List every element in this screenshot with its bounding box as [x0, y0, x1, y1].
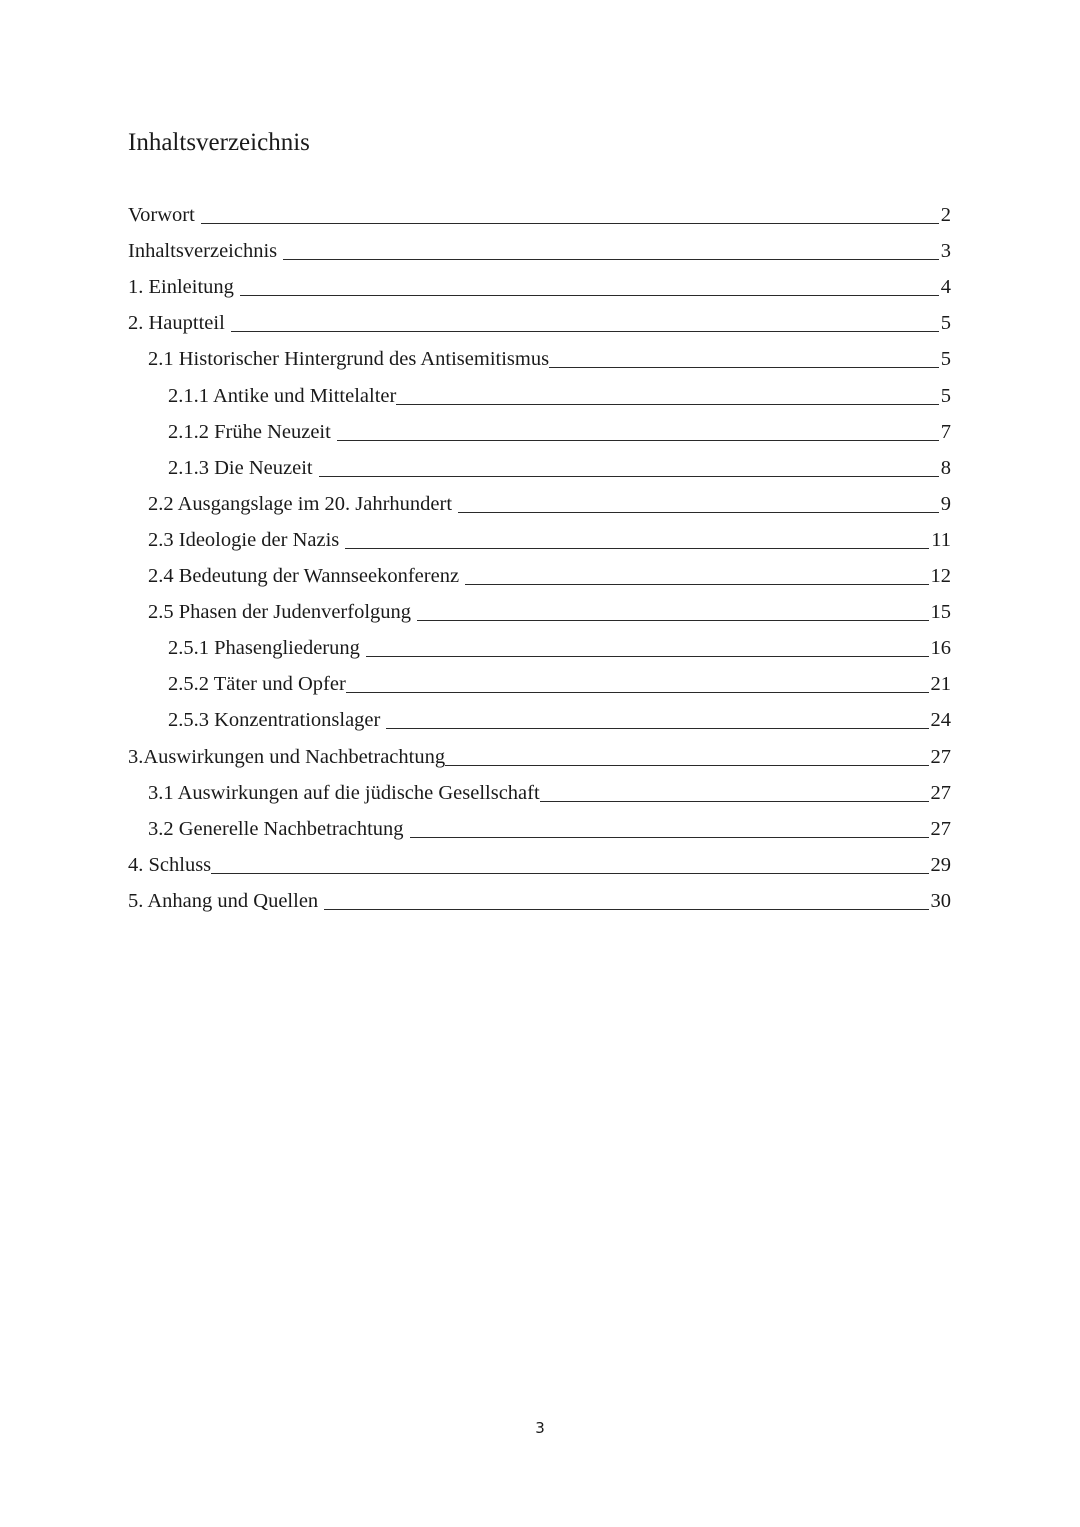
toc-entry-title: 2.2 Ausgangslage im 20. Jahrhundert [148, 492, 453, 515]
toc-entry-page: 21 [930, 673, 951, 696]
toc-entry [128, 589, 951, 625]
toc-leader-line [201, 223, 939, 224]
toc-entry-page: 3 [940, 240, 951, 263]
toc-entry-page: 27 [930, 745, 951, 768]
toc-leader-line [386, 728, 928, 729]
toc-entry-page: 5 [940, 384, 951, 407]
toc-entry-title: 3.1 Auswirkungen auf die jüdische Gesellschaft [148, 781, 540, 804]
toc-leader-line [417, 620, 928, 621]
toc-leader-line [410, 837, 929, 838]
toc-entry-page: 9 [940, 492, 951, 515]
toc-leader-line [465, 584, 928, 585]
toc-entry [128, 336, 951, 372]
toc-entry [128, 264, 951, 300]
toc-entry-title: 2.1.3 Die Neuzeit [168, 456, 313, 479]
toc-leader-line [549, 367, 939, 368]
toc-entry-title: 2.5.3 Konzentrationslager [168, 709, 381, 732]
toc-entry-title: 2.5.2 Täter und Opfer [168, 673, 346, 696]
toc-leader-line [319, 476, 939, 477]
toc-leader-line [540, 801, 929, 802]
toc-entry-title: 3.Auswirkungen und Nachbetrachtung [128, 745, 446, 768]
toc-entry-page: 29 [930, 853, 951, 876]
toc-entry [128, 697, 951, 733]
toc-entry-title: 2.5 Phasen der Judenverfolgung [148, 601, 412, 624]
toc-entry-page: 11 [931, 528, 951, 551]
toc-entry [128, 409, 951, 445]
toc-entry [128, 228, 951, 264]
toc-leader-line [324, 909, 928, 910]
toc-entry-title: 4. Schluss [128, 853, 212, 876]
toc-entry-page: 7 [940, 420, 951, 443]
toc-entry-title: 5. Anhang und Quellen [128, 889, 319, 912]
toc-entry [128, 842, 951, 878]
toc-leader-line [345, 548, 929, 549]
toc-entry-title: 2. Hauptteil [128, 312, 225, 335]
toc-heading: Inhaltsverzeichnis [128, 129, 310, 156]
toc-entry [128, 445, 951, 481]
toc-entry-title: 2.5.1 Phasengliederung [168, 637, 360, 660]
toc-entry-title: 2.4 Bedeutung der Wannseekonferenz [148, 565, 460, 588]
toc-entry-page: 8 [940, 456, 951, 479]
toc-entry [128, 300, 951, 336]
toc-entry-page: 24 [930, 709, 951, 732]
toc-entry-page: 30 [930, 889, 951, 912]
toc-entry-page: 16 [930, 637, 951, 660]
toc-entry-page: 5 [940, 312, 951, 335]
toc-entry [128, 806, 951, 842]
toc-entry-page: 2 [940, 204, 951, 227]
toc-entry [128, 770, 951, 806]
toc-list [128, 192, 951, 914]
toc-entry [128, 878, 951, 914]
toc-entry-title: Vorwort [128, 204, 195, 227]
toc-entry [128, 192, 951, 228]
toc-entry-title: 1. Einleitung [128, 276, 234, 299]
toc-entry-page: 12 [930, 565, 951, 588]
toc-leader-line [445, 765, 928, 766]
toc-entry-title: 2.1.2 Frühe Neuzeit [168, 420, 331, 443]
toc-entry-page: 4 [940, 276, 951, 299]
toc-entry [128, 517, 951, 553]
toc-entry-title: 2.1 Historischer Hintergrund des Antisemitismus [148, 348, 550, 371]
toc-entry-title: Inhaltsverzeichnis [128, 240, 278, 263]
toc-entry-title: 2.3 Ideologie der Nazis [148, 528, 340, 551]
toc-leader-line [396, 404, 938, 405]
toc-entry-page: 5 [940, 348, 951, 371]
toc-entry [128, 625, 951, 661]
toc-leader-line [231, 331, 939, 332]
toc-leader-line [211, 873, 928, 874]
toc-entry [128, 372, 951, 408]
toc-entry [128, 481, 951, 517]
toc-entry-title: 3.2 Generelle Nachbetrachtung [148, 817, 404, 840]
toc-entry [128, 553, 951, 589]
toc-entry-page: 15 [930, 601, 951, 624]
toc-entry [128, 733, 951, 769]
page-number: 3 [535, 1419, 545, 1437]
toc-leader-line [366, 656, 929, 657]
toc-entry [128, 661, 951, 697]
toc-leader-line [346, 692, 929, 693]
toc-leader-line [240, 295, 939, 296]
toc-entry-page: 27 [930, 781, 951, 804]
toc-leader-line [458, 512, 939, 513]
toc-entry-title: 2.1.1 Antike und Mittelalter [168, 384, 397, 407]
toc-leader-line [283, 259, 939, 260]
toc-leader-line [337, 440, 939, 441]
toc-entry-page: 27 [930, 817, 951, 840]
